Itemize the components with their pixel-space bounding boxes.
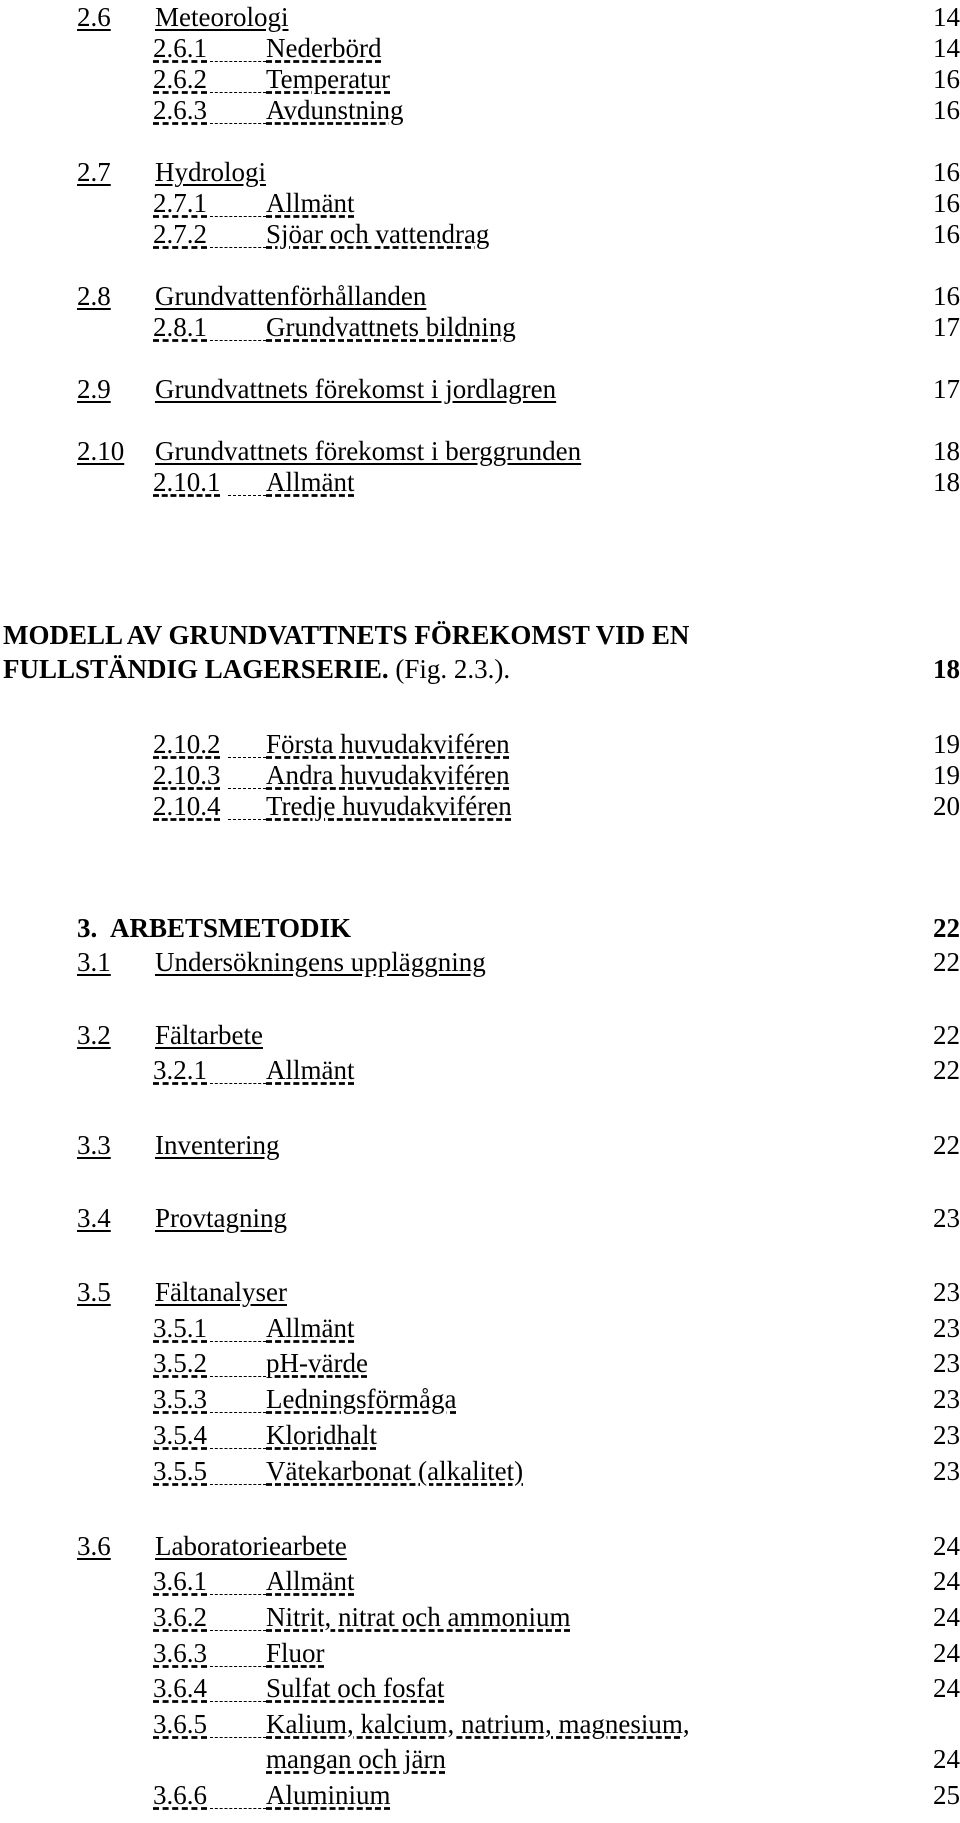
toc-entry-title: Hydrologi: [155, 157, 266, 187]
toc-entry-title: Allmänt: [266, 1566, 355, 1596]
toc-entry-2-10-1[interactable]: [0, 465, 960, 499]
toc-entry-3-6-3[interactable]: [0, 1636, 960, 1670]
toc-entry-title: Kloridhalt: [266, 1420, 377, 1450]
toc-entry-number: 3.6.4: [153, 1673, 207, 1703]
toc-entry-3-6-6[interactable]: [0, 1778, 960, 1812]
toc-entry-3-5-2[interactable]: [0, 1346, 960, 1380]
toc-entry-number: 3.2: [77, 1020, 111, 1050]
toc-entry-number: 2.9: [77, 374, 111, 404]
section-heading-page: 18: [933, 654, 960, 684]
toc-entry-title: Allmänt: [266, 467, 355, 497]
toc-entry-page: 23: [933, 1384, 960, 1414]
leader-line: [210, 1346, 266, 1380]
toc-entry-page: 19: [933, 729, 960, 759]
toc-entry-page: 17: [933, 374, 960, 404]
toc-entry-number: 2.6.3: [153, 95, 207, 125]
toc-entry-page: 24: [933, 1602, 960, 1632]
leader-line: [210, 217, 266, 251]
toc-entry-number: 3.1: [77, 947, 111, 977]
toc-entry-3-6-5-continued[interactable]: mangan och järn: [266, 1744, 446, 1774]
toc-entry-title: Avdunstning: [266, 95, 404, 125]
toc-entry-page: 24: [933, 1744, 960, 1774]
toc-entry-3-1[interactable]: [0, 945, 960, 979]
toc-entry-number: 2.6.2: [153, 64, 207, 94]
leader-line: [210, 62, 266, 96]
toc-entry-number: 2.10.4: [153, 791, 221, 821]
section-heading-line-2: [3, 652, 903, 686]
toc-entry-title: Vätekarbonat (alkalitet): [266, 1456, 524, 1486]
toc-entry-number: 2.8.1: [153, 312, 207, 342]
toc-entry-3-3[interactable]: [0, 1128, 960, 1162]
toc-entry-title: Provtagning: [155, 1203, 287, 1233]
toc-entry-2-7[interactable]: [0, 155, 960, 189]
toc-entry-2-6-2[interactable]: [0, 62, 960, 96]
toc-entry-3-2-1[interactable]: [0, 1053, 960, 1087]
toc-entry-page: 16: [933, 219, 960, 249]
toc-entry-page: 16: [933, 64, 960, 94]
toc-entry-2-10-3[interactable]: [0, 758, 960, 792]
toc-entry-page: 16: [933, 281, 960, 311]
toc-entry-number: 3.5.3: [153, 1384, 207, 1414]
toc-entry-3-6-4[interactable]: [0, 1671, 960, 1705]
toc-entry-page: 23: [933, 1348, 960, 1378]
section-heading-bold: FULLSTÄNDIG LAGERSERIE.: [3, 654, 389, 684]
toc-entry-number: 2.10.2: [153, 729, 221, 759]
leader-line: [210, 1600, 266, 1634]
leader-line: [210, 1382, 266, 1416]
toc-entry-title: Grundvattenförhållanden: [155, 281, 427, 311]
toc-entry-title: Sjöar och vattendrag: [266, 219, 490, 249]
toc-entry-title: Första huvudakviféren: [266, 729, 510, 759]
toc-entry-3-5-1[interactable]: [0, 1311, 960, 1345]
toc-entry-title: Tredje huvudakviféren: [266, 791, 512, 821]
toc-entry-2-9[interactable]: [0, 372, 960, 406]
toc-entry-page: 17: [933, 312, 960, 342]
toc-entry-number: 2.7.1: [153, 188, 207, 218]
toc-entry-number: 3.6.6: [153, 1780, 207, 1810]
leader-line: [210, 1311, 266, 1345]
toc-entry-3-4[interactable]: [0, 1201, 960, 1235]
toc-entry-page: 23: [933, 1277, 960, 1307]
toc-entry-title: Grundvattnets bildning: [266, 312, 516, 342]
leader-line: [210, 1707, 266, 1741]
toc-entry-2-8-1[interactable]: [0, 310, 960, 344]
toc-entry-3-5-5[interactable]: [0, 1454, 960, 1488]
toc-entry-number: 2.10.3: [153, 760, 221, 790]
toc-entry-title: Allmänt: [266, 1313, 355, 1343]
toc-entry-title: ARBETSMETODIK: [110, 913, 352, 943]
toc-entry-title: Undersökningens uppläggning: [155, 947, 486, 977]
toc-entry-title: Grundvattnets förekomst i jordlagren: [155, 374, 557, 404]
toc-entry-2-10-2[interactable]: [0, 727, 960, 761]
toc-entry-number: 2.8: [77, 281, 111, 311]
toc-entry-3-6-1[interactable]: [0, 1564, 960, 1598]
toc-entry-3-6-2[interactable]: [0, 1600, 960, 1634]
toc-entry-page: 14: [933, 33, 960, 63]
toc-entry-title: Nitrit, nitrat och ammonium: [266, 1602, 571, 1632]
toc-entry-2-10-4[interactable]: [0, 789, 960, 823]
toc-entry-title: Fältanalyser: [155, 1277, 287, 1307]
toc-entry-2-7-1[interactable]: [0, 186, 960, 220]
toc-entry-page: 16: [933, 188, 960, 218]
toc-entry-title: Allmänt: [266, 188, 355, 218]
toc-entry-number: 3.5.1: [153, 1313, 207, 1343]
toc-entry-page: 22: [933, 913, 960, 943]
leader-line: [210, 1778, 266, 1812]
toc-entry-3-5-4[interactable]: [0, 1418, 960, 1452]
toc-entry-title: Andra huvudakviféren: [266, 760, 510, 790]
toc-entry-page: 24: [933, 1531, 960, 1561]
toc-entry-3-6[interactable]: [0, 1529, 960, 1563]
toc-entry-number: 2.10.1: [153, 467, 221, 497]
toc-entry-2-10[interactable]: [0, 434, 960, 468]
toc-entry-page: 22: [933, 1020, 960, 1050]
toc-entry-page: 16: [933, 157, 960, 187]
toc-entry-2-7-2[interactable]: [0, 217, 960, 251]
toc-entry-title: pH-värde: [266, 1348, 368, 1378]
leader-line: [210, 186, 266, 220]
toc-entry-page: 23: [933, 1420, 960, 1450]
toc-entry-number: 3.4: [77, 1203, 111, 1233]
section-heading-figure-ref: (Fig. 2.3.).: [388, 654, 511, 684]
toc-entry-title: Nederbörd: [266, 33, 382, 63]
toc-entry-number: 2.6: [77, 2, 111, 32]
toc-entry-title: Grundvattnets förekomst i berggrunden: [155, 436, 582, 466]
toc-entry-page: 19: [933, 760, 960, 790]
leader-line: [210, 1418, 266, 1452]
toc-entry-page: 16: [933, 95, 960, 125]
section-heading-line-1: MODELL AV GRUNDVATTNETS FÖREKOMST VID EN: [3, 620, 690, 650]
toc-entry-page: 22: [933, 1130, 960, 1160]
toc-entry-page: 23: [933, 1203, 960, 1233]
toc-entry-page: 23: [933, 1456, 960, 1486]
toc-entry-number: 2.7.2: [153, 219, 207, 249]
toc-entry-number: 3.6.1: [153, 1566, 207, 1596]
toc-entry-title: Aluminium: [266, 1780, 391, 1810]
leader-line: [210, 1053, 266, 1087]
toc-entry-number: 3.5.5: [153, 1456, 207, 1486]
toc-entry-page: 24: [933, 1566, 960, 1596]
toc-entry-page: 24: [933, 1673, 960, 1703]
toc-entry-title: Laboratoriearbete: [155, 1531, 347, 1561]
leader-line: [210, 93, 266, 127]
toc-entry-number: 3.6.2: [153, 1602, 207, 1632]
toc-entry-title: Meteorologi: [155, 2, 289, 32]
toc-entry-2-6-1[interactable]: [0, 31, 960, 65]
toc-entry-page: 20: [933, 791, 960, 821]
toc-entry-number: 3.6.5: [153, 1709, 207, 1739]
toc-entry-title: Allmänt: [266, 1055, 355, 1085]
leader-line: [210, 1636, 266, 1670]
toc-entry-page: 18: [933, 436, 960, 466]
toc-entry-title: Temperatur: [266, 64, 391, 94]
leader-line: [210, 31, 266, 65]
toc-entry-3-2[interactable]: [0, 1018, 960, 1052]
toc-entry-title: Ledningsförmåga: [266, 1384, 457, 1414]
toc-entry-2-8[interactable]: [0, 279, 960, 313]
toc-entry-3-5-3[interactable]: [0, 1382, 960, 1416]
leader-line: [228, 465, 266, 499]
toc-entry-number: 2.10: [77, 436, 125, 466]
toc-entry-title: Kalium, kalcium, natrium, magnesium,: [266, 1709, 690, 1739]
toc-entry-page: 23: [933, 1313, 960, 1343]
toc-chapter-3[interactable]: [0, 911, 960, 945]
toc-entry-page: 25: [933, 1780, 960, 1810]
toc-entry-number: 3.3: [77, 1130, 111, 1160]
leader-line: [228, 789, 266, 823]
toc-entry-number: 3.5.4: [153, 1420, 207, 1450]
toc-entry-3-5[interactable]: [0, 1275, 960, 1309]
toc-entry-2-6[interactable]: [0, 0, 960, 34]
toc-entry-3-6-5[interactable]: [0, 1707, 960, 1741]
toc-entry-page: 24: [933, 1638, 960, 1668]
toc-entry-number: 3.5: [77, 1277, 111, 1307]
toc-entry-2-6-3[interactable]: [0, 93, 960, 127]
toc-entry-number: 3.2.1: [153, 1055, 207, 1085]
toc-entry-page: 22: [933, 1055, 960, 1085]
leader-line: [228, 727, 266, 761]
toc-entry-number: 3.6.3: [153, 1638, 207, 1668]
leader-line: [228, 758, 266, 792]
toc-entry-title: Sulfat och fosfat: [266, 1673, 445, 1703]
toc-entry-number: 3.5.2: [153, 1348, 207, 1378]
toc-entry-number: 3.6: [77, 1531, 111, 1561]
toc-entry-title: Fluor: [266, 1638, 325, 1668]
toc-entry-3-6-5-page-row: [0, 1742, 960, 1776]
toc-entry-page: 22: [933, 947, 960, 977]
toc-entry-number: 3.: [77, 913, 98, 943]
leader-line: [210, 1454, 266, 1488]
toc-entry-title: Fältarbete: [155, 1020, 263, 1050]
toc-entry-page: 14: [933, 2, 960, 32]
toc-entry-number: 2.6.1: [153, 33, 207, 63]
toc-entry-page: 18: [933, 467, 960, 497]
leader-line: [210, 1564, 266, 1598]
toc-entry-title: Inventering: [155, 1130, 280, 1160]
leader-line: [210, 310, 266, 344]
toc-entry-number: 2.7: [77, 157, 111, 187]
leader-line: [210, 1671, 266, 1705]
